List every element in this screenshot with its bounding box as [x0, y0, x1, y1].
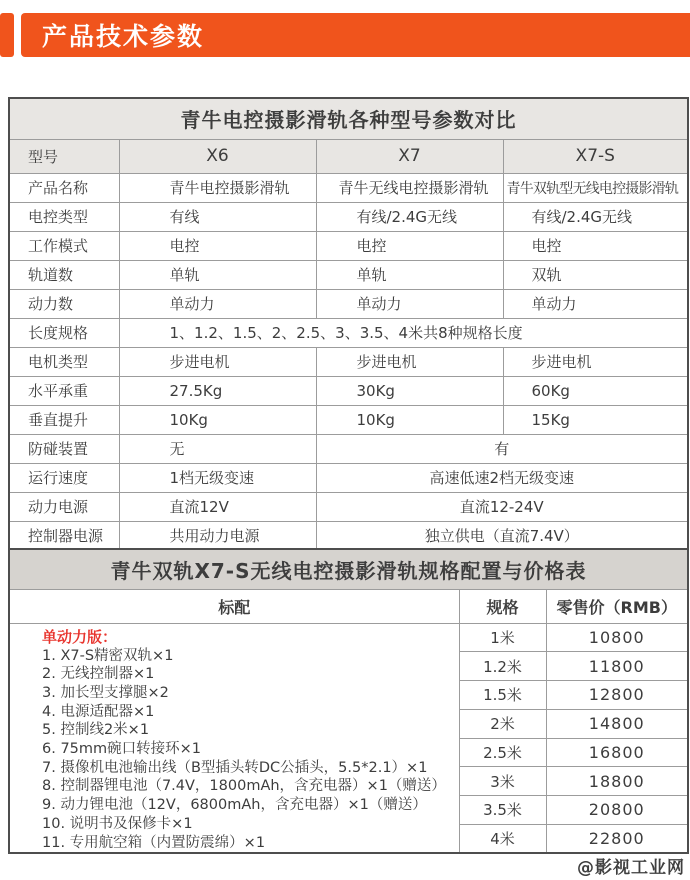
comparison-row [9, 463, 688, 492]
spec-value: 1.5米 [459, 681, 546, 710]
spec-value: 1米 [459, 623, 546, 652]
cell-value: 电控 [316, 231, 503, 260]
row-label: 电机类型 [9, 347, 119, 376]
package-item: 5. 控制线2米×1 [42, 722, 150, 739]
package-item: 10. 说明书及保修卡×1 [42, 815, 193, 832]
page-title: 产品技术参数 [42, 22, 205, 51]
watermark: @影视工业网 [577, 858, 685, 878]
section-banner [0, 13, 690, 57]
price-value: 18800 [546, 767, 688, 796]
spec-value: 3米 [459, 767, 546, 796]
row-label: 工作模式 [9, 231, 119, 260]
spec-value: 2.5米 [459, 738, 546, 767]
banner-bar [21, 13, 690, 57]
package-item: 3. 加长型支撑腿×2 [42, 684, 169, 701]
comparison-row [9, 492, 688, 521]
cell-value: 直流12-24V [316, 492, 688, 521]
row-label: 水平承重 [9, 376, 119, 405]
row-label: 动力数 [9, 289, 119, 318]
cell-value: 有线/2.4G无线 [316, 202, 503, 231]
model-header-x7: X7 [316, 139, 503, 173]
comparison-row [9, 202, 688, 231]
cell-value: 单动力 [119, 289, 316, 318]
cell-value: 无 [119, 434, 316, 463]
comparison-row [9, 376, 688, 405]
package-item: 9. 动力锂电池（12V，6800mAh，含充电器）×1（赠送） [42, 797, 427, 814]
model-header-x7s: X7-S [503, 139, 688, 173]
column-header-retail-price: 零售价（RMB） [546, 589, 688, 623]
cell-value: 10Kg [316, 405, 503, 434]
cell-value: 青牛无线电控摄影滑轨 [316, 173, 503, 202]
cell-value: 1、1.2、1.5、2、2.5、3、3.5、4米共8种规格长度 [119, 318, 688, 347]
price-table-body [9, 623, 688, 853]
cell-value: 60Kg [503, 376, 688, 405]
price-value: 16800 [546, 738, 688, 767]
cell-value: 10Kg [119, 405, 316, 434]
price-table-wrapper [8, 548, 687, 854]
cell-value: 青牛电控摄影滑轨 [119, 173, 316, 202]
price-value: 10800 [546, 623, 688, 652]
cell-value: 共用动力电源 [119, 521, 316, 550]
row-label: 垂直提升 [9, 405, 119, 434]
model-header-row [9, 139, 688, 173]
comparison-table-body [9, 173, 688, 550]
cell-value: 步进电机 [119, 347, 316, 376]
cell-value: 步进电机 [316, 347, 503, 376]
comparison-row [9, 434, 688, 463]
cell-value: 单轨 [119, 260, 316, 289]
package-item: 7. 摄像机电池输出线（B型插头转DC公插头，5.5*2.1）×1 [42, 759, 428, 776]
price-table [8, 548, 689, 854]
cell-value: 有 [316, 434, 688, 463]
cell-value: 15Kg [503, 405, 688, 434]
row-label: 控制器电源 [9, 521, 119, 550]
cell-value: 双轨 [503, 260, 688, 289]
spec-value: 2米 [459, 709, 546, 738]
package-item: 4. 电源适配器×1 [42, 703, 155, 720]
price-value: 20800 [546, 796, 688, 825]
row-label: 电控类型 [9, 202, 119, 231]
cell-value: 有线/2.4G无线 [503, 202, 688, 231]
spec-value: 4米 [459, 824, 546, 853]
cell-value: 电控 [119, 231, 316, 260]
cell-value: 独立供电（直流7.4V） [316, 521, 688, 550]
spec-value: 3.5米 [459, 796, 546, 825]
package-item: 11. 专用航空箱（内置防震绵）×1 [42, 834, 266, 851]
row-label: 产品名称 [9, 173, 119, 202]
price-value: 22800 [546, 824, 688, 853]
package-item: 2. 无线控制器×1 [42, 666, 155, 683]
cell-value: 单轨 [316, 260, 503, 289]
row-label: 长度规格 [9, 318, 119, 347]
cell-value: 1档无级变速 [119, 463, 316, 492]
cell-value: 30Kg [316, 376, 503, 405]
package-item: 8. 控制器锂电池（7.4V，1800mAh，含充电器）×1（赠送） [42, 778, 446, 795]
column-header-spec: 规格 [459, 589, 546, 623]
cell-value: 单动力 [316, 289, 503, 318]
comparison-row [9, 405, 688, 434]
comparison-row [9, 289, 688, 318]
banner-accent-tab [0, 13, 14, 57]
cell-value: 直流12V [119, 492, 316, 521]
column-header-standard-config: 标配 [9, 589, 459, 623]
comparison-row [9, 318, 688, 347]
cell-value: 步进电机 [503, 347, 688, 376]
price-table-title-row [9, 549, 688, 589]
comparison-table-title-row [9, 98, 688, 139]
model-header-x6: X6 [119, 139, 316, 173]
cell-value: 单动力 [503, 289, 688, 318]
price-value: 11800 [546, 652, 688, 681]
cell-value: 青牛双轨型无线电控摄影滑轨 [503, 173, 688, 202]
package-item: 6. 75mm碗口转接环×1 [42, 741, 202, 758]
comparison-row [9, 347, 688, 376]
row-label: 防碰装置 [9, 434, 119, 463]
comparison-row [9, 173, 688, 202]
row-label: 运行速度 [9, 463, 119, 492]
model-row-label: 型号 [9, 139, 119, 173]
package-contents [9, 623, 459, 853]
comparison-row [9, 260, 688, 289]
price-value: 12800 [546, 681, 688, 710]
cell-value: 有线 [119, 202, 316, 231]
price-value: 14800 [546, 709, 688, 738]
price-table-header-row [9, 589, 688, 623]
cell-value: 27.5Kg [119, 376, 316, 405]
price-table-title: 青牛双轨X7-S无线电控摄影滑轨规格配置与价格表 [9, 549, 688, 589]
comparison-table-wrapper [8, 97, 687, 551]
cell-value: 高速低速2档无级变速 [316, 463, 688, 492]
comparison-row [9, 521, 688, 550]
comparison-table-title: 青牛电控摄影滑轨各种型号参数对比 [9, 98, 688, 139]
row-label: 动力电源 [9, 492, 119, 521]
comparison-row [9, 231, 688, 260]
spec-value: 1.2米 [459, 652, 546, 681]
row-label: 轨道数 [9, 260, 119, 289]
cell-value: 电控 [503, 231, 688, 260]
price-row [9, 623, 688, 652]
package-heading: 单动力版： [42, 627, 118, 646]
comparison-table [8, 97, 689, 551]
package-item: 1. X7-S精密双轨×1 [42, 647, 174, 664]
